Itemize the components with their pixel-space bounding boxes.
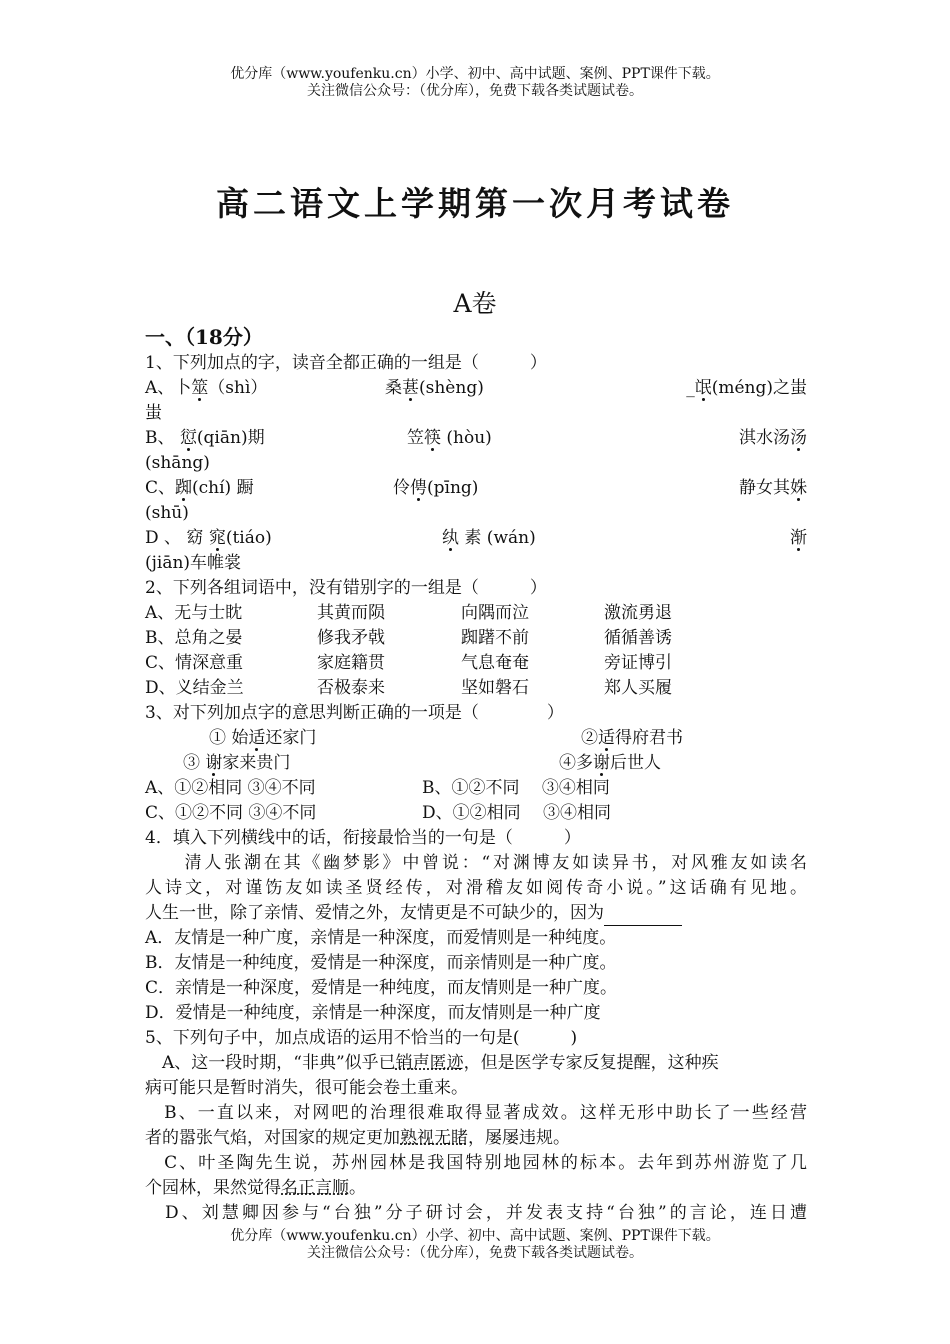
volume-label: A卷 [453,289,497,318]
exam-title: 高二语文上学期第一次月考试卷 [216,184,734,223]
page-footer [0,1228,950,1262]
q4-passage-line-1: 清人张潮在其《幽梦影》中曾说：“对渊博友如读异书，对风雅友如读名 [145,853,807,873]
page-header [0,66,950,100]
footer-line-2: 关注微信公众号：（优分库），免费下载各类试题试卷。 [307,1245,643,1261]
footer-line-1: 优分库（www.youfenku.cn）小学、初中、高中试题、案例、PPT课件下载。 [230,1228,720,1244]
section-heading: 一、（18分） [145,325,263,349]
header-line-1: 优分库（www.youfenku.cn）小学、初中、高中试题、案例、PPT课件下载。 [230,66,720,82]
q4-option-b: B．友情是一种纯度，爱情是一种深度，而亲情则是一种广度。 [145,953,617,973]
q3-stem: 3、对下列加点字的意思判断正确的一项是（ ） [145,703,564,723]
q1-stem: 1、下列加点的字，读音全都正确的一组是（ ） [145,353,547,373]
q1-option-b-cont: (shāng) [145,453,210,473]
q1-option-a-cont: 蚩 [145,403,162,423]
exam-content [145,324,807,1226]
q3-items-row-1: ① 始适还家门 ②适得府君书 [209,728,683,748]
q2-row-d: D、义结金兰 否极泰来 坚如磐石 郑人买履 [145,678,672,698]
q4-stem: 4．填入下列横线中的话，衔接最恰当的一句是（ ） [145,828,581,848]
q5-option-d-line-1: D、刘慧卿因参与“台独”分子研讨会，并发表支持“台独”的言论，连日遭 [145,1203,807,1223]
q1-option-c: C、踟(chí) 蹰 伶俜(pīng) 静女其姝 [145,478,807,498]
q4-option-d: D．爱情是一种纯度，亲情是一种深度，而友情则是一种广度 [145,1003,601,1023]
q4-passage-line-2: 人诗文，对谨饬友如读圣贤经传，对滑稽友如阅传奇小说。”这话确有见地。 [145,878,807,898]
q1-option-d: D 、 窈 窕(tiáo) 纨 素 (wán) 渐 [145,528,807,548]
q5-option-c-line-2: 个园林，果然觉得名正言顺。 [145,1178,366,1198]
q2-row-c: C、情深意重 家庭籍贯 气息奄奄 旁证博引 [145,653,672,673]
q1-option-c-cont: (shū) [145,503,189,523]
q2-stem: 2、下列各组词语中，没有错别字的一组是（ ） [145,578,547,598]
q1-option-d-cont: (jiān)车帷裳 [145,553,242,573]
q1-option-a: A、卜筮（shì） 桑葚(shèng) _氓(méng)之蚩 [145,378,807,398]
q5-option-a-line-1: A、这一段时期，“非典”似乎已销声匿迹，但是医学专家反复提醒，这种疾 [145,1053,719,1073]
q5-option-b-line-1: B、一直以来，对网吧的治理很难取得显著成效。这样无形中助长了一些经营 [145,1103,807,1123]
q4-option-a: A．友情是一种广度，亲情是一种深度，而爱情则是一种纯度。 [145,928,617,948]
q5-option-c-line-1: C、叶圣陶先生说，苏州园林是我国特别地园林的标本。去年到苏州游览了几 [145,1153,807,1173]
q3-options-row-2: C、①②不同 ③④不同 D、①②相同 ③④相同 [145,803,612,823]
q5-option-b-line-2: 者的嚣张气焰，对国家的规定更加熟视无睹，屡屡违规。 [145,1128,570,1148]
header-line-2: 关注微信公众号：（优分库），免费下载各类试题试卷。 [307,83,643,99]
q5-stem: 5、下列句子中，加点成语的运用不恰当的一句是( ) [145,1028,578,1048]
q4-passage-line-3: 人生一世，除了亲情、爱情之外，友情更是不可缺少的，因为 [145,901,807,926]
q2-row-b: B、总角之晏 修我矛戟 踟躇不前 循循善诱 [145,628,672,648]
q3-options-row-1: A、①②相同 ③④不同 B、①②不同 ③④相同 [145,778,610,798]
answer-blank [604,907,682,926]
q3-items-row-2: ③ 谢家来贵门 ④多谢后世人 [183,753,661,773]
q5-option-a-line-2: 病可能只是暂时消失，很可能会卷土重来。 [145,1078,468,1098]
q1-option-b: B、 愆(qiān)期 笠筷 (hòu) 淇水汤汤 [145,428,807,448]
q2-row-a: A、无与士眈 其黄而陨 向隅而泣 激流勇退 [145,603,672,623]
q4-option-c: C．亲情是一种深度，爱情是一种纯度，而友情则是一种广度。 [145,978,618,998]
